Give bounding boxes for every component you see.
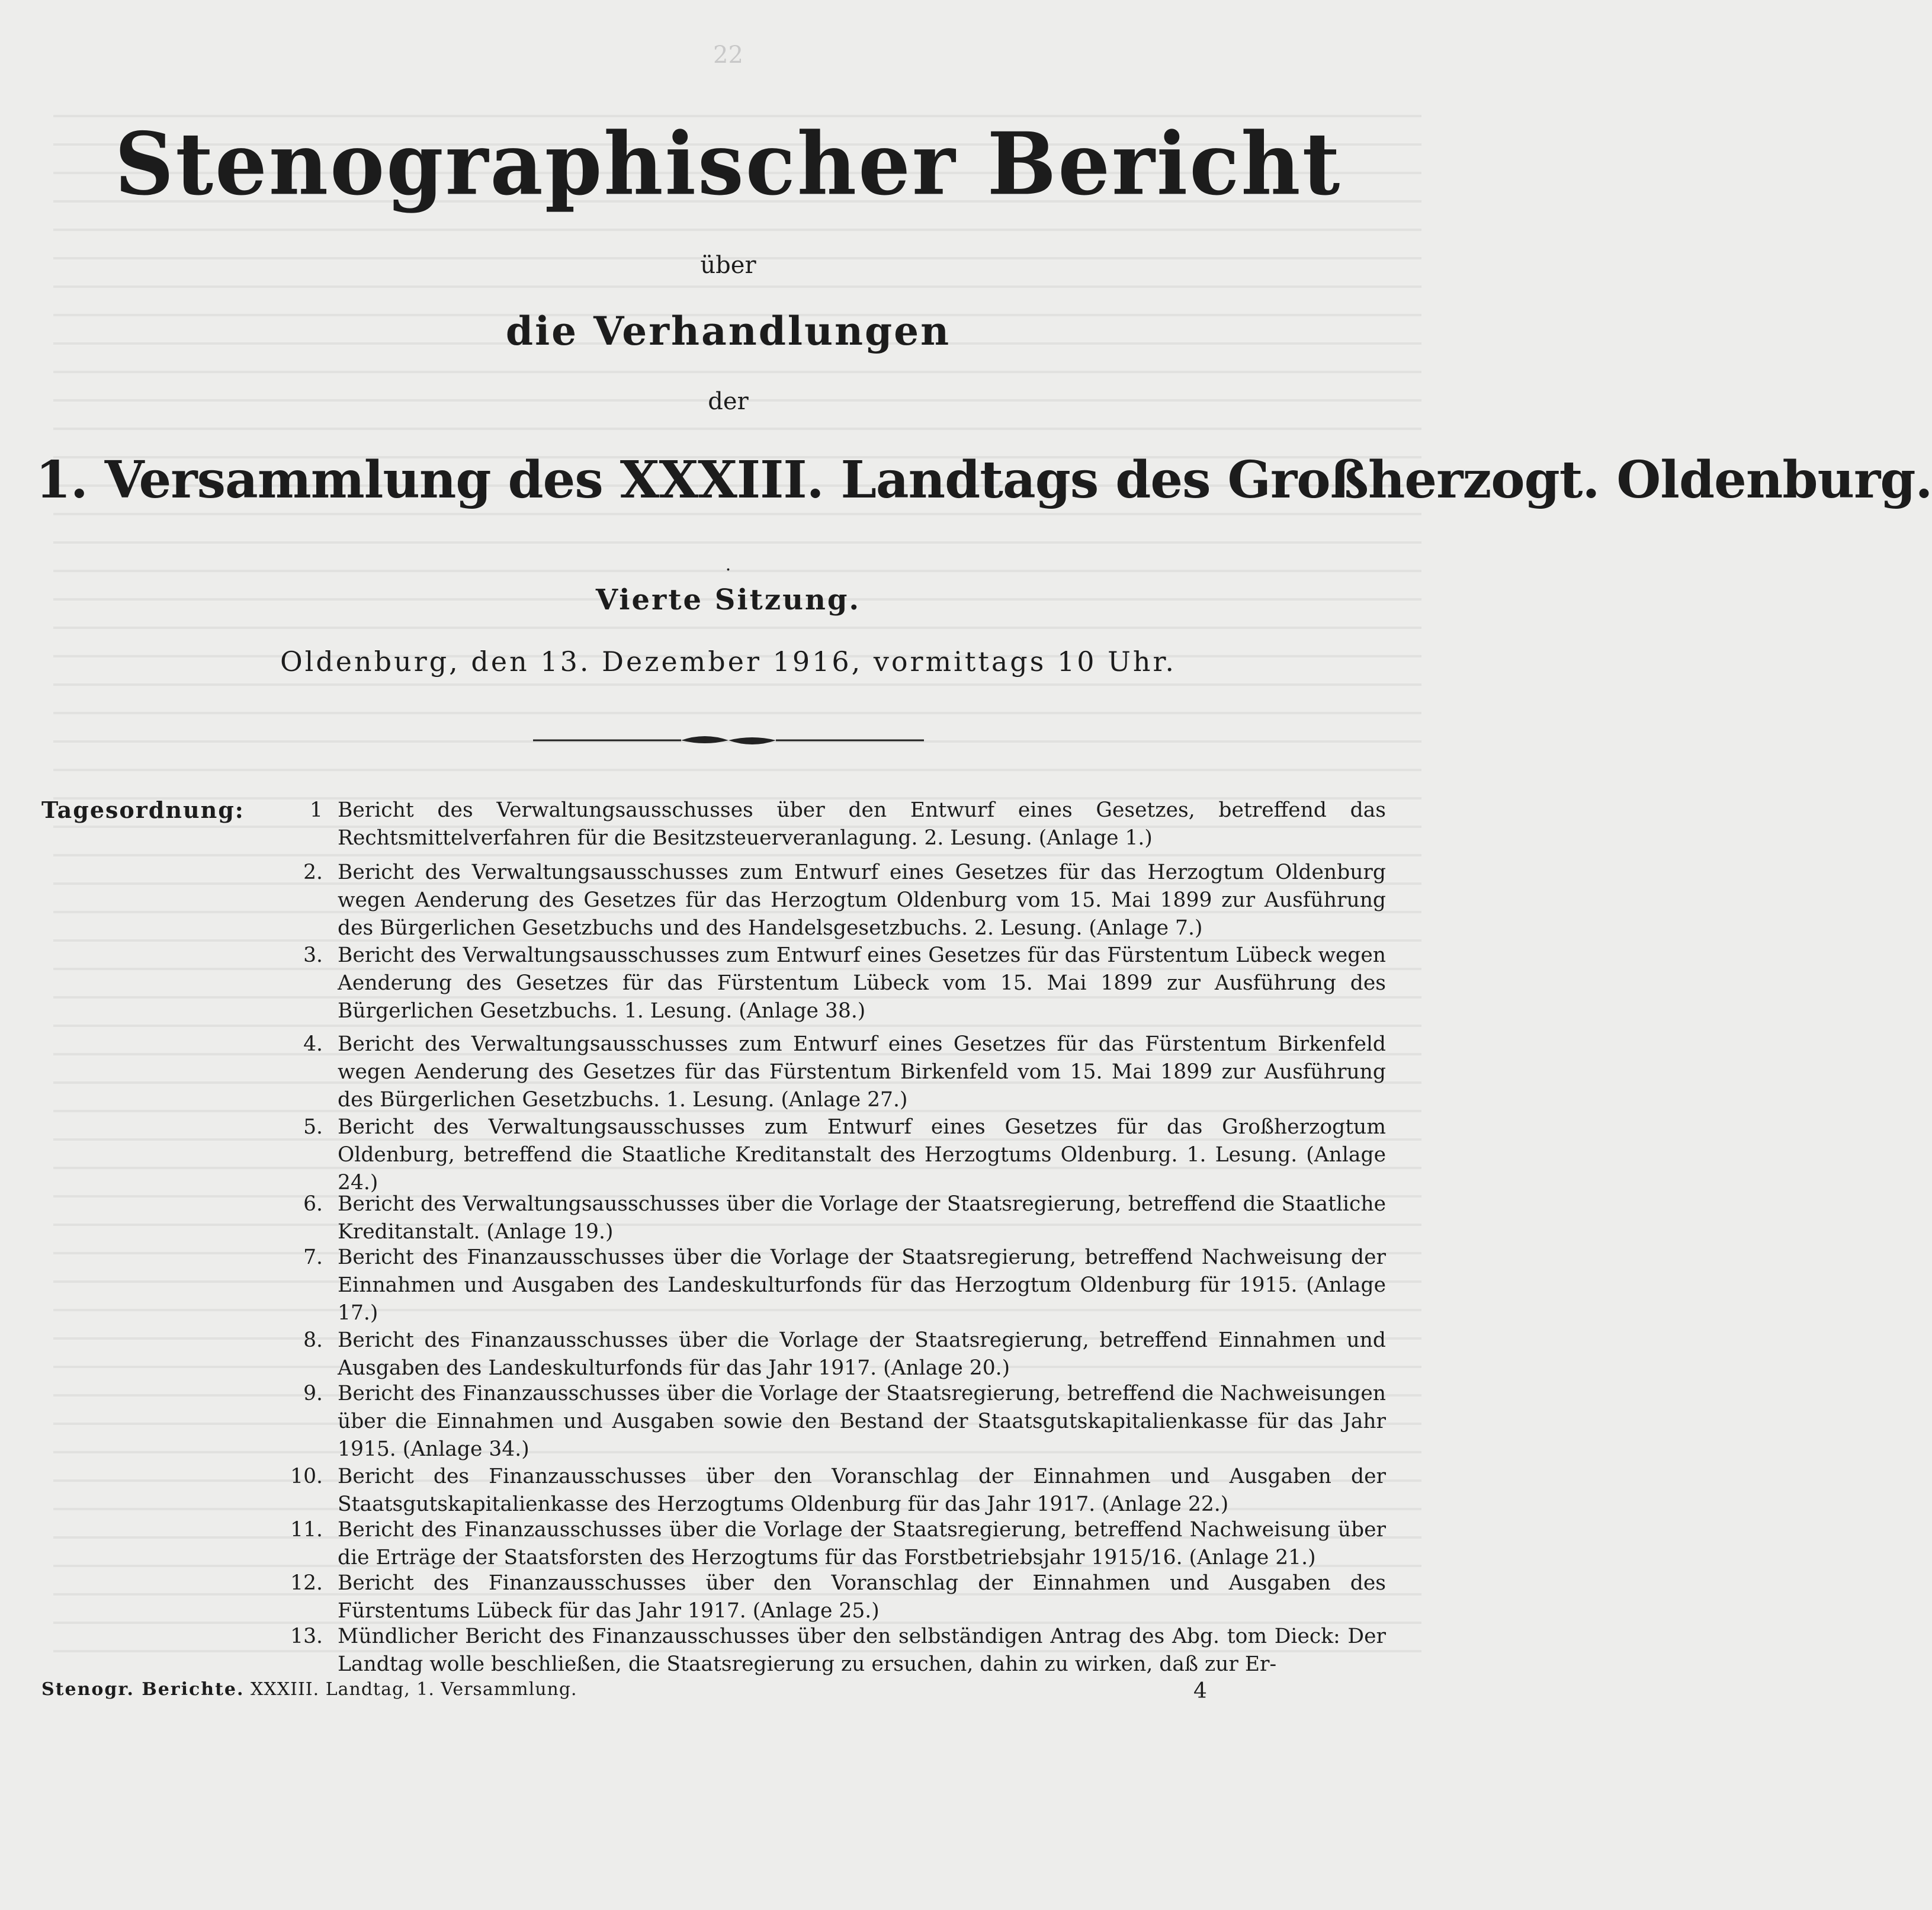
agenda-item-number: 11. (290, 1518, 323, 1542)
agenda-item-number: 8. (303, 1328, 323, 1352)
agenda-item-number: 6. (303, 1192, 323, 1216)
agenda-item-text: Bericht des Finanzausschusses über die Vorlage der Staatsregierung, betreffend Nachweisung der Einnahmen und Ausgaben des Landeskulturfonds für das Herzogtum Oldenburg für 1915. (Anlage 17.) (338, 1245, 1386, 1325)
title-connector-ueber: über (700, 252, 756, 279)
agenda-item-number: 9. (303, 1382, 323, 1405)
subtitle-verhandlungen: die Verhandlungen (505, 308, 951, 354)
agenda-item-number: 12. (290, 1571, 323, 1595)
agenda-item-text: Bericht des Verwaltungsausschusses über die Vorlage der Staatsregierung, betreffend die Staatliche Kreditanstalt. (Anlage 19.) (338, 1192, 1386, 1244)
agenda-item-text: Bericht des Finanzausschusses über den Voranschlag der Einnahmen und Ausgaben der Staatsgutskapitalienkasse des Herzogtums Oldenburg für das Jahr 1917. (Anlage 22.) (338, 1465, 1386, 1516)
agenda-item-number: 1 (310, 798, 323, 822)
assembly-heading: 1. Versammlung des XXXIII. Landtags des Großherzogt. Oldenburg. (36, 450, 1932, 510)
signature-number: 4 (1193, 1679, 1207, 1703)
ornamental-rule (533, 728, 924, 752)
agenda-item-number: 4. (303, 1032, 323, 1056)
agenda-label: Tagesordnung: (41, 797, 245, 823)
agenda-item-number: 13. (290, 1625, 323, 1648)
page-number: 22 (713, 41, 743, 69)
agenda-item-text: Bericht des Verwaltungsausschusses zum Entwurf eines Gesetzes für das Großherzogtum Oldenburg, betreffend die Staatliche Kreditanstalt des Herzogtums Oldenburg. 1. Lesung. (Anlage 24.) (338, 1115, 1386, 1195)
agenda-item-text: Bericht des Verwaltungsausschusses zum Entwurf eines Gesetzes für das Fürstentum Birkenfeld wegen Aenderung des Gesetzes für das Fürstentum Birkenfeld vom 15. Mai 1899 zur Ausführung des Bürgerlichen Gesetzbuchs. 1. Lesung. (Anlage 27.) (338, 1032, 1386, 1112)
footer-citation (41, 1679, 577, 1700)
agenda-item-number: 7. (303, 1245, 323, 1269)
agenda-item-text: Bericht des Verwaltungsausschusses zum Entwurf eines Gesetzes für das Fürstentum Lübeck wegen Aenderung des Gesetzes für das Fürstentum Lübeck vom 15. Mai 1899 zur Ausführung des Bürgerlichen Gesetzbuchs. 1. Lesung. (Anlage 38.) (338, 943, 1386, 1023)
agenda-item-text: Bericht des Verwaltungsausschusses über den Entwurf eines Gesetzes, betreffend das Rechtsmittelverfahren für die Besitzsteuerveranlagung. 2. Lesung. (Anlage 1.) (338, 798, 1386, 850)
document-title: Stenographischer Bericht (114, 113, 1342, 215)
agenda-item-number: 5. (303, 1115, 323, 1139)
agenda-item-number: 10. (290, 1465, 323, 1488)
footer-series-title: Stenogr. Berichte. (41, 1679, 245, 1700)
agenda-item-text: Bericht des Finanzausschusses über den Voranschlag der Einnahmen und Ausgaben des Fürstentums Lübeck für das Jahr 1917. (Anlage 25.) (338, 1571, 1386, 1623)
agenda-item-text: Mündlicher Bericht des Finanzausschusses über den selbständigen Antrag des Abg. tom Dieck: Der Landtag wolle beschließen, die Staatsregierung zu ersuchen, dahin zu wirken, daß zur Er- (338, 1625, 1386, 1676)
agenda-item-text: Bericht des Finanzausschusses über die Vorlage der Staatsregierung, betreffend die Nachweisungen über die Einnahmen und Ausgaben sowie den Bestand der Staatsgutskapitalienkasse für das Jahr 1915. (Anlage 34.) (338, 1382, 1386, 1461)
agenda-item-text: Bericht des Finanzausschusses über die Vorlage der Staatsregierung, betreffend Nachweisung über die Erträge der Staatsforsten des Herzogtums für das Forstbetriebsjahr 1915/16. (Anlage 21.) (338, 1518, 1386, 1569)
agenda-item-text: Bericht des Verwaltungsausschusses zum Entwurf eines Gesetzes für das Herzogtum Oldenburg wegen Aenderung des Gesetzes für das Herzogtum Oldenburg vom 15. Mai 1899 zur Ausführung des Bürgerlichen Gesetzbuchs und des Handelsgesetzbuchs. 2. Lesung. (Anlage 7.) (338, 861, 1386, 940)
footer-series-detail: XXXIII. Landtag, 1. Versammlung. (251, 1679, 577, 1700)
title-connector-der: der (708, 388, 749, 415)
session-heading: Vierte Sitzung. (595, 583, 861, 617)
separator-dot: · (725, 560, 731, 580)
session-date-line: Oldenburg, den 13. Dezember 1916, vormittags 10 Uhr. (280, 646, 1177, 678)
agenda-item-number: 3. (303, 943, 323, 967)
agenda-item-number: 2. (303, 861, 323, 884)
agenda-item-text: Bericht des Finanzausschusses über die Vorlage der Staatsregierung, betreffend Einnahmen und Ausgaben des Landeskulturfonds für das Jahr 1917. (Anlage 20.) (338, 1328, 1386, 1380)
